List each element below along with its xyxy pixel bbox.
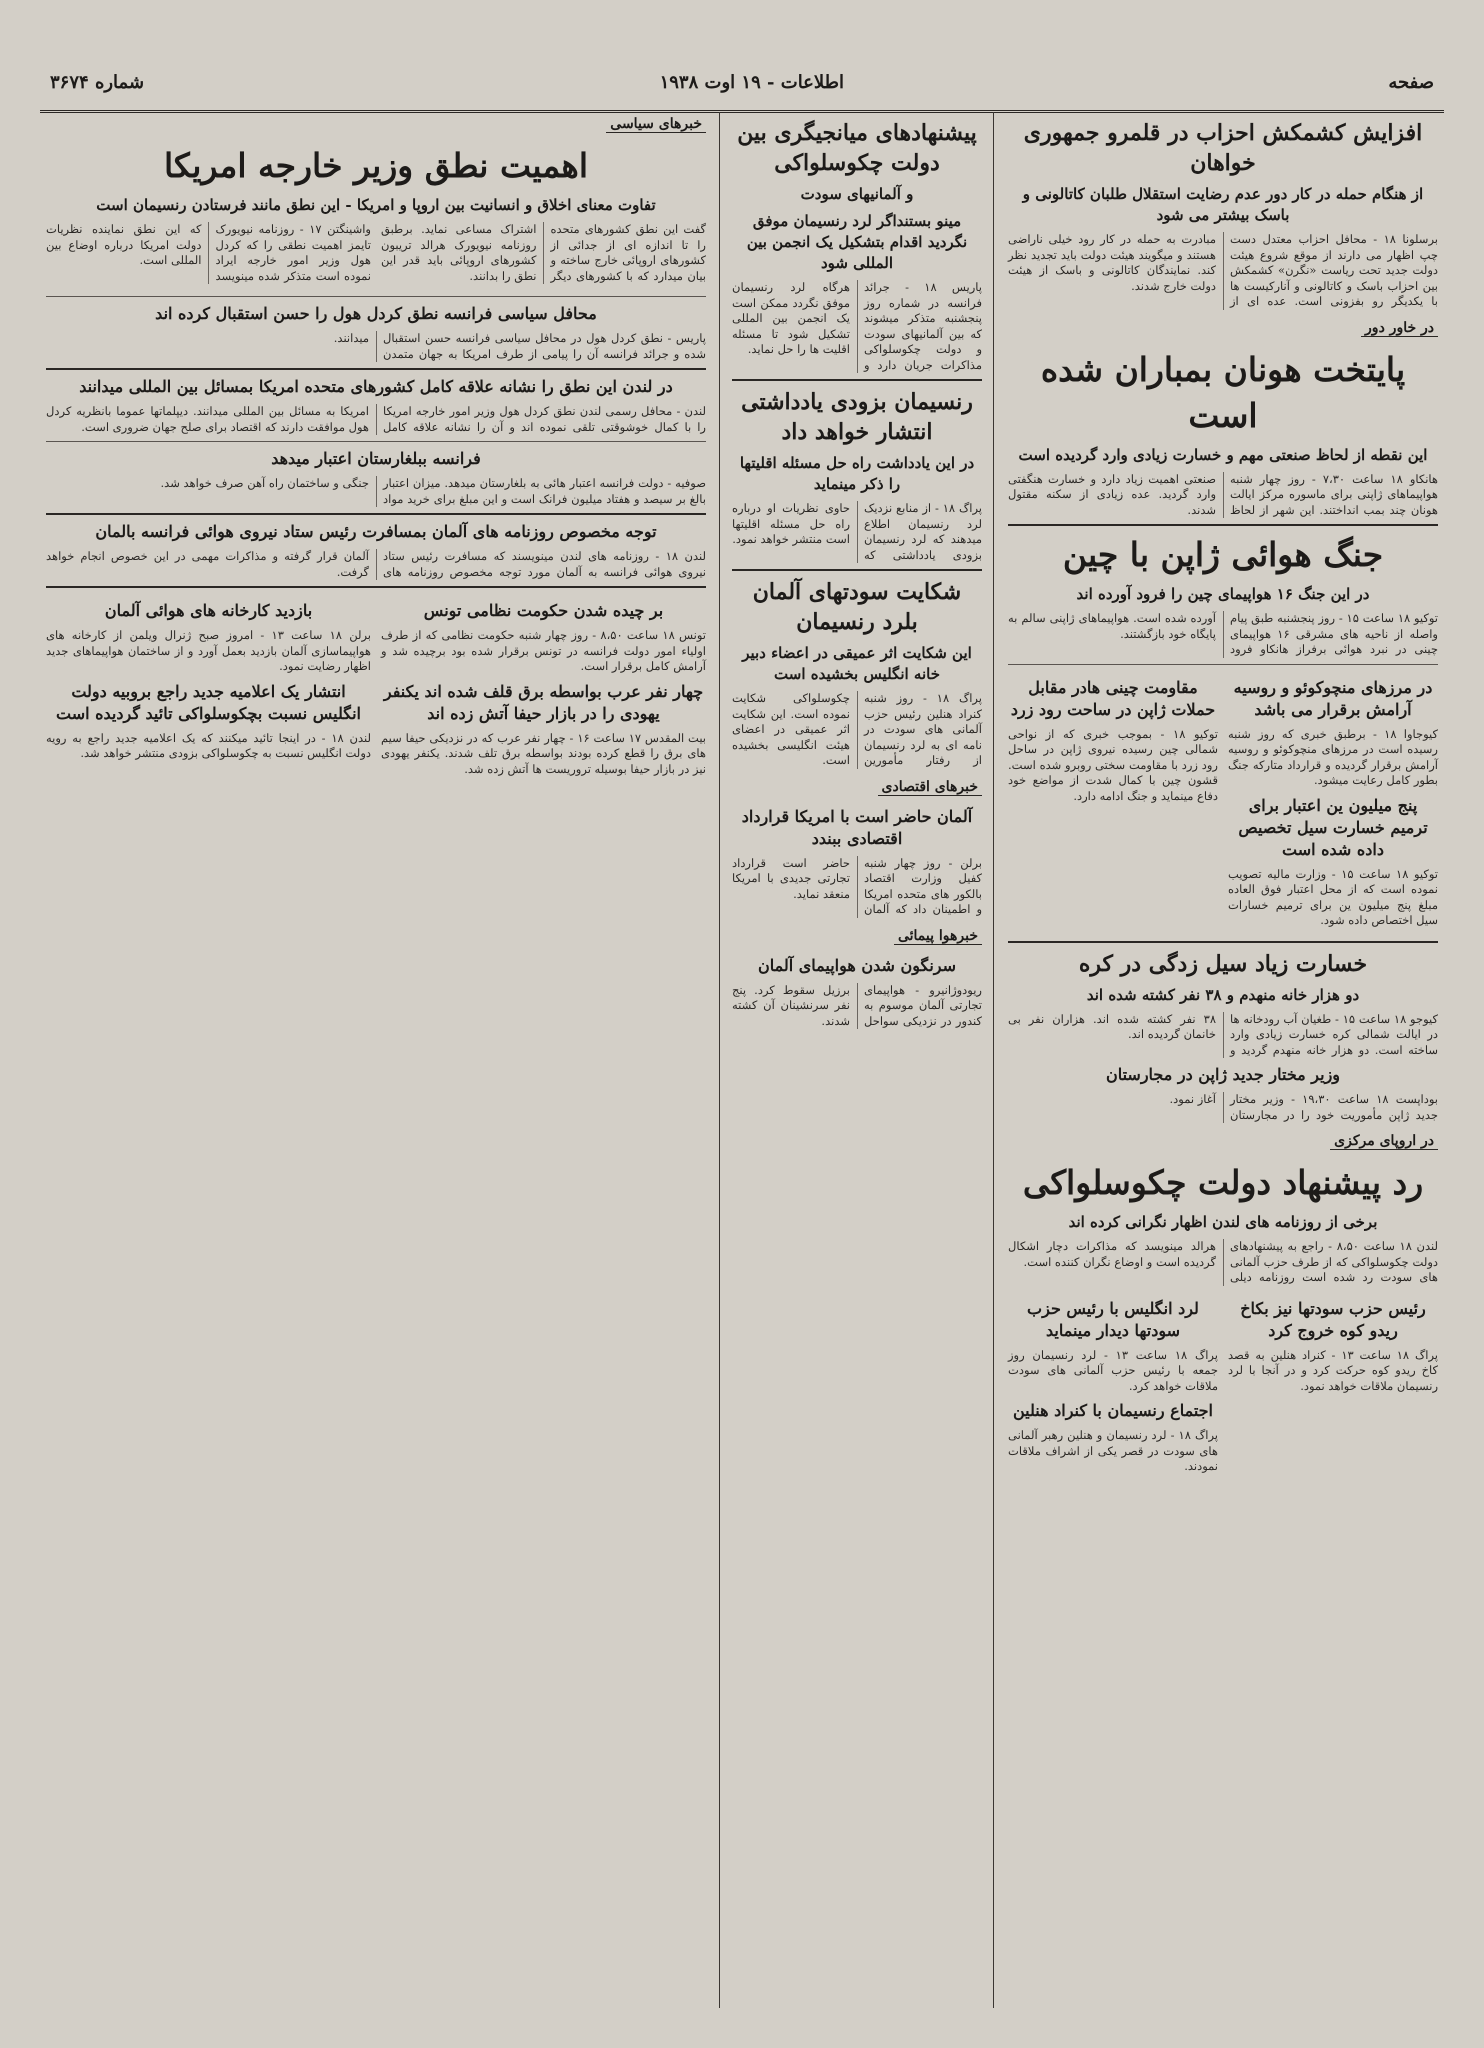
article [1228,671,1438,935]
article [46,303,706,362]
masthead-bar [40,66,1444,113]
article-body: پراگ ۱۸ - روز شنبه کنراد هنلین رئیس حزب آلمانی های سودت در نامه ای به لرد رنسیمان از رفتار مأمورین چکوسلواکی شکایت نموده است. این شکایت اثر عمیقی در اعضای هیئت انگلیسی بخشیده است. [732,691,982,767]
headline: سرنگون شدن هواپیمای آلمان [757,955,957,975]
article-body: توکیو ۱۸ ساعت ۱۵ - وزارت مالیه تصویب نموده است که از محل اعتبار فوق العاده مبلغ پنج میلیون ین برای ترمیم خسارات سیل اختصاص داده شود. [1228,866,1439,927]
article [46,143,706,290]
headline: محافل سیاسی فرانسه نطق کردل هول را حسن استقبال کرده اند [155,304,597,323]
headline: آلمان حاضر است با امریکا قرارداد اقتصادی ببندد [741,806,973,848]
headline: رد پیشنهاد دولت چکوسلواکی [1022,1163,1424,1202]
article-body: کیوجو ۱۸ ساعت ۱۵ - طغیان آب رودخانه ها در ایالت شمالی کره خسارت زیادی وارد ساخته است. دو هزار خانه منهدم گردید و ۳۸ نفر کشته شده اند. هزاران نفر بی خانمان گردیده اند. [1008,1011,1438,1057]
article-body: برلن - روز چهار شنبه کفیل وزارت اقتصاد بالکور های متحده امریکا و اطمینان داد که آلمان حاضر است قرارداد تجارتی جدیدی با امریکا منعقد نماید. [732,855,982,916]
article-body: گفت این نطق کشورهای متحده را تا اندازه ای از جدائی از کشورهای اروپائی خارج ساخته و بیان میدارد که با کشورهای دیگر اشتراک مساعی نماید. برطبق روزنامه نیویورک هرالد تریبون کشورهای اروپائی باید قدر این نطق را بدانند. [381,222,706,283]
middle-column [726,112,988,2008]
article-body: لندن ۱۸ - روزنامه های لندن مینویسند که مسافرت رئیس ستاد نیروی هوائی فرانسه به آلمان مورد توجه مخصوص روزنامه های آلمان قرار گرفته و مذاکرات مهمی در این خصوص انجام خواهد گرفت. [46,549,706,579]
subhead: و آلمانیهای سودت [800,185,914,203]
divider [46,513,706,515]
article-body: صوفیه - دولت فرانسه اعتبار هائی به بلغارستان میدهد. میزان اعتبار بالغ بر سیصد و هفتاد میلیون فرانک است و این مبلغ برای خرید مواد جنگی و ساختمان راه آهن صرف خواهد شد. [160,476,706,506]
divider [46,441,706,442]
article-body: هانکاو ۱۸ ساعت ۷،۳۰ - روز چهار شنبه هواپیماهای ژاپنی برای ماسوره مرکز ایالت هونان چند بمب انداختند. این شهر از لحاظ صنعتی اهمیت زیاد دارد و خسارت هنگفتی وارد گردید. عده زیادی از سکنه مقتول شدند. [1008,471,1438,517]
subhead: مینو بستنداگر لرد رنسیمان موفق نگردید اقدام بتشکیل یک انجمن بین المللی شود [746,212,968,272]
headline: شکایت سودتهای آلمان بلرد رنسیمان [752,579,962,635]
article [46,521,706,580]
headline: پنج میلیون ین اعتبار برای ترمیم خسارت سیل تخصیص داده شده است [1238,795,1428,859]
headline: پیشنهادهای میانجیگری بین دولت چکوسلواکی [737,120,977,176]
article [46,376,706,435]
article [732,955,982,1030]
article-body: پاریس ۱۸ - جرائد فرانسه در شماره روز پنجشنبه متذکر میشوند که بین آلمانیهای سودت و دولت چکوسلواکی مذاکرات جریان دارد و هرگاه لرد رنسیمان موفق نگردد ممکن است یک انجمن بین المللی تشکیل شود تا مسئله اقلیت ها را حل نماید. [732,280,982,372]
headline: فرانسه ببلغارستان اعتبار میدهد [271,449,481,468]
article [732,577,982,769]
subhead: در این یادداشت راه حل مسئله اقلیتها را ذکر مینماید [739,454,975,493]
article [1008,347,1438,519]
divider [1008,524,1438,526]
article-body: پراگ ۱۸ ساعت ۱۳ - کنراد هنلین به قصد کاخ ریدو کوه حرکت کرد و در آنجا با لرد رنسیمان ملاقات خواهد نمود. [1228,1347,1438,1393]
headline: اهمیت نطق وزیر خارجه امریکا [163,146,588,185]
headline: انتشار یک اعلامیه جدید راجع بروبیه دولت انگلیس نسبت بچکوسلواکی تائید گردیده است [56,681,361,723]
two-column-block [1008,671,1438,935]
article [732,387,982,563]
headline: توجه مخصوص روزنامه های آلمان بمسافرت رئیس ستاد نیروی هوائی فرانسه بالمان [95,522,657,541]
article [732,118,982,373]
article-body: پراگ ۱۸ - لرد رنسیمان و هنلین رهبر آلمانی های سودت در قصر یکی از اشراف ملاقات نمودند. [1008,1428,1218,1473]
headline: افزایش کشمکش احزاب در قلمرو جمهوری خواهان [1023,120,1423,176]
article [1008,118,1438,310]
headline: وزیر مختار جدید ژاپن در مجارستان [1105,1065,1341,1084]
right-column [1002,112,1444,2008]
section-label: خبرهای سیاسی [606,116,706,133]
headline: رنسیمان بزودی یادداشتی انتشار خواهد داد [741,389,973,445]
article [381,594,706,783]
subhead: دو هزار خانه منهدم و ۳۸ نفر کشته شده اند [1086,985,1360,1004]
section-label: در اروپای مرکزی [1330,1133,1438,1150]
article [1008,1160,1438,1286]
article [1008,671,1218,935]
article-body: پاریس - نطق کردل هول در محافل سیاسی فرانسه حسن استقبال شده و جرائد فرانسه آن را پیامی از طرف امریکا به جهان متمدن میدانند. [333,331,706,361]
two-column-block [46,222,706,290]
headline: خسارت زیاد سیل زدگی در کره [1078,950,1368,977]
headline: اجتماع رنسیمان با کنراد هنلین [1012,1401,1213,1420]
article-body: واشینگتن ۱۷ - روزنامه نیویورک تایمز اهمیت نطقی را که کردل هول وزیر امور خارجه ایراد نموده است متذکر شده مینویسد که این نطق نماینده نظریات دولت امریکا درباره اوضاع بین المللی است. [46,222,371,283]
date-line: اطلاعات - ۱۹ اوت ۱۹۳۸ [659,72,844,93]
column-divider [719,112,720,2008]
subhead: این شکایت اثر عمیقی در اعضاء دبیر خانه انگلیس بخشیده است [742,644,972,683]
article-body: کیوجاوا ۱۸ - برطبق خبری که روز شنبه رسیده است در مرزهای منچوکوئو و روسیه آرامش برقرار گردیده و قرارداد متارکه جنگ بطور کامل رعایت میشود. [1228,726,1439,787]
headline: بر چیده شدن حکومت نظامی تونس [423,601,664,620]
headline: لرد انگلیس با رئیس حزب سودتها دیدار مینماید [1027,1298,1199,1340]
article [1008,949,1438,1124]
subhead: این نقطه از لحاظ صنعتی مهم و خسارت زیادی وارد گردیده است [1018,445,1428,464]
section-label: خبرهوا پیمائی [894,928,982,945]
article-body: لندن - محافل رسمی لندن نطق کردل هول وزیر امور خارجه امریکا را با کمال خوشوقتی تلقی نموده اند و آن را نشانه علاقه کامل امریکا به مسائل بین المللی میدانند. دیپلماتها عموما بانظریه کردل هول موافقت دارند که اقتصاد برای صلح جهان ضروری است. [46,404,706,434]
headline: مقاومت چینی هادر مقابل حملات ژاپن در ساحت رود زرد [1010,677,1216,719]
article-body: بوداپست ۱۸ ساعت ۱۹،۳۰ - وزیر مختار جدید ژاپن مأموریت خود را در مجارستان آغاز نمود. [1169,1092,1438,1122]
article-body: برسلونا ۱۸ - محافل احزاب معتدل دست چپ اظهار می دارند از موقع شروع هیئت دولت جدید تحت ریاست «نگرن» کشمکش بین احزاب باسک و کاتالونی و آنارکیست ها با یکدیگر رو بفزونی است. عده ای از مبادرت به حمله در کار رود خیلی ناراضی هستند و میگویند هیئت دولت باید تجدید نظر کند. نمایندگان کاتالونی و باسک از هیئت دولت خارج شدند. [1008,232,1438,308]
article [732,806,982,918]
two-column-block [46,594,706,783]
divider [732,379,982,381]
divider [732,569,982,571]
issue-number: شماره ۳۶۷۴ [50,72,145,93]
column-divider [993,112,994,2008]
headline: بازدید کارخانه های هوائی آلمان [104,601,313,620]
page-label: صفحه [1388,72,1434,93]
two-column-block [1008,1292,1438,1481]
subhead: از هنگام حمله در کار دور عدم رضایت استقلال طلبان کاتالونی و باسک بیشتر می شود [1022,185,1424,224]
article [1008,1292,1218,1481]
article-body: لندن ۱۸ - در اینجا تائید میکنند که یک اعلامیه جدید راجع به رویه دولت انگلیس نسبت به چکوسلواکی بزودی منتشر خواهد شد. [46,730,371,760]
article [1008,532,1438,658]
headline: چهار نفر عرب بواسطه برق قلف شده اند یکنفر یهودی را در بازار حیفا آتش زده اند [383,681,704,723]
divider [46,296,706,297]
left-column [40,112,712,2008]
divider [46,586,706,588]
article-body: توکیو ۱۸ ساعت ۱۵ - روز پنجشنبه طبق پیام واصله از ناحیه های مشرقی ۱۶ هواپیمای چینی در نبرد هوائی برفراز هانکاو فرود آورده شده است. هواپیماهای ژاپنی سالم به پایگاه خود بازگشتند. [1008,611,1439,656]
subhead: در این جنگ ۱۶ هواپیمای چین را فرود آورده اند [1076,585,1370,603]
subhead: برخی از روزنامه های لندن اظهار نگرانی کرده اند [1068,1213,1378,1231]
article [46,448,706,507]
section-label: خبرهای اقتصادی [878,779,983,796]
divider [1008,941,1438,943]
article-body: پراگ ۱۸ - از منابع نزدیک لرد رنسیمان اطلاع میدهند که لرد رنسیمان بزودی یادداشتی که حاوی نظریات او درباره راه حل مسئله اقلیتها است منتشر خواهد نمود. [732,501,982,562]
article-body: پراگ ۱۸ ساعت ۱۳ - لرد رنسیمان روز جمعه با رئیس حزب آلمانی های سودت ملاقات خواهد کرد. [1008,1347,1218,1393]
headline: پایتخت هونان بمباران شده است [1040,349,1406,435]
section-label: در خاور دور [1361,320,1438,337]
divider [1008,664,1438,665]
headline: در لندن این نطق را نشانه علاقه کامل کشورهای متحده امریکا بمسائل بین المللی میدانند [79,377,673,396]
article [46,594,371,783]
article-body: لندن ۱۸ ساعت ۸،۵۰ - راجع به پیشنهادهای دولت چکوسلواکی که از طرف حزب آلمانی های سودت رد شده است روزنامه دیلی هرالد مینویسد که مذاکرات دچار اشکال گردیده است و اوضاع نگران کننده است. [1008,1239,1438,1284]
headline: در مرزهای منچوکوئو و روسیه آرامش برقرار می باشد [1233,677,1433,719]
article-body: ریودوژانیرو - هواپیمای تجارتی آلمان موسوم به کندور در نزدیکی سواحل برزیل سقوط کرد. پنج نفر سرنشینان آن کشته شدند. [732,982,982,1028]
headline: جنگ هوائی ژاپن با چین [1062,535,1384,574]
headline: رئیس حزب سودتها نیز بکاخ ریدو کوه خروج کرد [1240,1298,1426,1340]
article-body: برلن ۱۸ ساعت ۱۳ - امروز صبح ژنرال ویلمن از کارخانه های هواپیماسازی آلمان بازدید بعمل آورد و از ساختمان هواپیماهای جدید اظهار رضایت نمود. [46,628,372,673]
divider [46,368,706,370]
article-body: توکیو ۱۸ - بموجب خبری که از نواحی شمالی چین رسیده نیروی ژاپن در ساحل رود زرد با مقاومت سختی روبرو شده است. قشون چین با کمال شدت از مواضع خود دفاع مینماید و جنگ ادامه دارد. [1008,726,1219,803]
article [1228,1292,1438,1481]
article-body: تونس ۱۸ ساعت ۸،۵۰ - روز چهار شنبه حکومت نظامی که از طرف اولیاء امور دولت فرانسه در تونس برقرار شده بود برچیده شد و آرامش کامل برقرار است. [381,628,707,673]
subhead: تفاوت معنای اخلاق و انسانیت بین اروپا و امریکا - این نطق مانند فرستادن رنسیمان است [96,196,656,214]
article-body: بیت المقدس ۱۷ ساعت ۱۶ - چهار نفر عرب که در نزدیکی حیفا سیم های برق را قطع کرده بودند بواسطه برق تلف شدند. یکنفر یهودی نیز در بازار حیفا بوسیله تروریست ها آتش زده شد. [381,730,706,776]
